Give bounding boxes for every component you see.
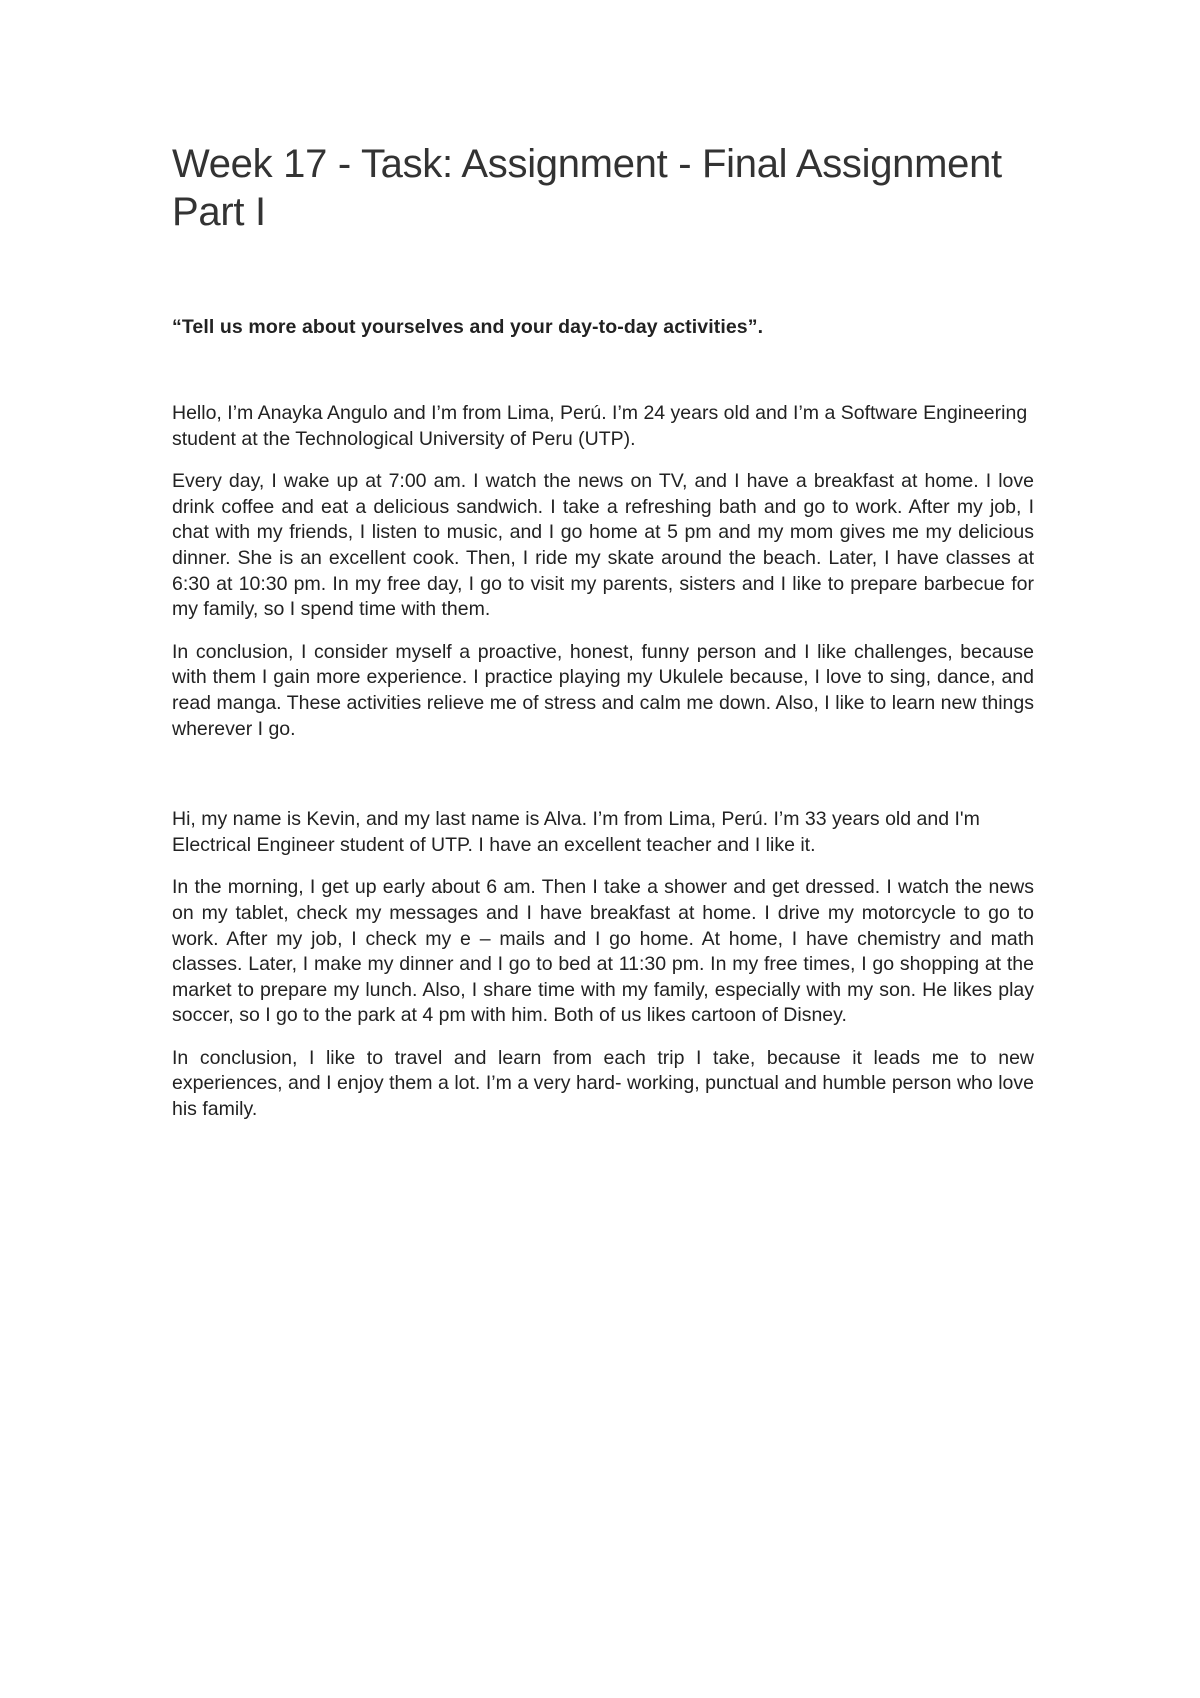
paragraph-introduction: Hello, I’m Anayka Angulo and I’m from Lima, Perú. I’m 24 years old and I’m a Software Engineering student at the Technological University of Peru (UTP). bbox=[172, 402, 1028, 450]
document-title: Week 17 - Task: Assignment - Final Assignment Part I bbox=[172, 142, 1002, 234]
paragraph-daily-routine: In the morning, I get up early about 6 am. Then I take a shower and get dressed. I watch the news on my tablet, check my messages and I have breakfast at home. I drive my motorcycle to go to work. After my job, I check my e – mails and I go home. At home, I have chemistry and math classes. Later, I make my dinner and I go to bed at 11:30 pm. In my free times, I go shopping at the market to prepare my lunch. Also, I share time with my family, especially with my son. He likes play soccer, so I go to the park at 4 pm with him. Both of us likes cartoon of Disney. bbox=[172, 876, 1034, 1027]
paragraph-conclusion: In conclusion, I consider myself a proactive, honest, funny person and I like challenges, because with them I gain more experience. I practice playing my Ukulele because, I love to sing, dance, and read manga. These activities relieve me of stress and calm me down. Also, I like to learn new things wherever I go. bbox=[172, 640, 1034, 740]
section-kevin bbox=[172, 807, 1034, 1123]
section-anayka bbox=[172, 401, 1034, 742]
paragraph-introduction: Hi, my name is Kevin, and my last name is Alva. I’m from Lima, Perú. I’m 33 years old and I'm Electrical Engineer student of UTP. I have an excellent teacher and I like it. bbox=[172, 808, 980, 856]
document-body bbox=[172, 140, 1034, 1140]
paragraph-daily-routine: Every day, I wake up at 7:00 am. I watch the news on TV, and I have a breakfast at home. I love drink coffee and eat a delicious sandwich. I take a refreshing bath and go to work. After my job, I chat with my friends, I listen to music, and I go home at 5 pm and my mom gives me my delicious dinner. She is an excellent cook. Then, I ride my skate around the beach. Later, I have classes at 6:30 at 10:30 pm. In my free day, I go to visit my parents, sisters and I like to prepare barbecue for my family, so I spend time with them. bbox=[172, 470, 1034, 621]
assignment-prompt: “Tell us more about yourselves and your day-to-day activities”. bbox=[172, 316, 764, 338]
paragraph-conclusion: In conclusion, I like to travel and learn from each trip I take, because it leads me to new experiences, and I enjoy them a lot. I’m a very hard- working, punctual and humble person who love his family. bbox=[172, 1046, 1034, 1121]
